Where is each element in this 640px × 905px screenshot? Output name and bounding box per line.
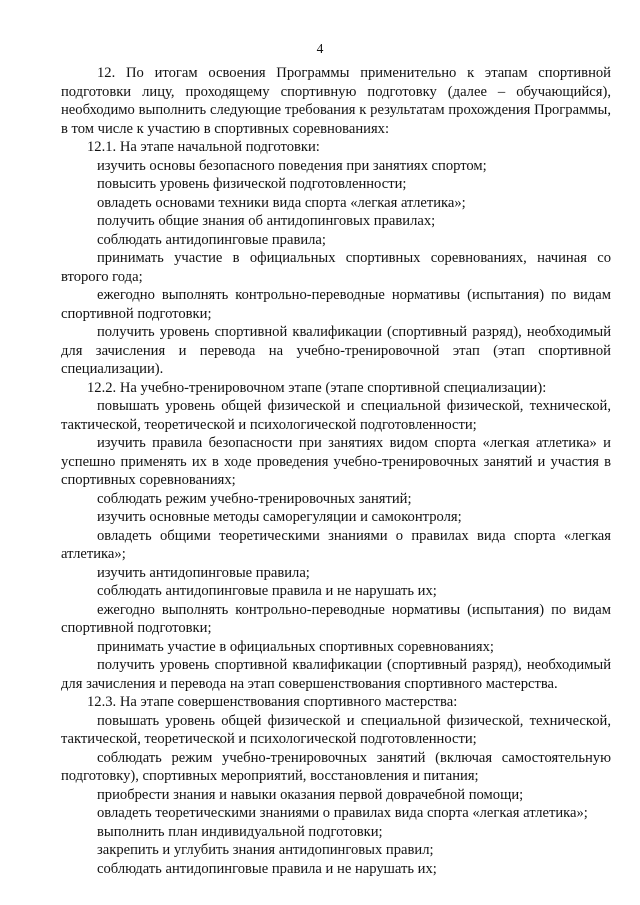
list-item: получить уровень спортивной квалификации (спортивный разряд), необходимый для зачисления и перевода на этап совершенствования спортивного мастерства. (61, 657, 611, 692)
list-item: соблюдать режим учебно-тренировочных занятий (включая самостоятельную подготовку), спортивных мероприятий, восстановления и питания; (61, 749, 611, 784)
list-item: овладеть общими теоретическими знаниями о правилах вида спорта «легкая атлетика»; (61, 527, 611, 562)
list-item: повысить уровень физической подготовленности; (97, 176, 407, 192)
list-item: ежегодно выполнять контрольно-переводные нормативы (испытания) по видам спортивной подготовки; (61, 601, 611, 636)
list-item: изучить основные методы саморегуляции и самоконтроля; (97, 509, 462, 525)
list-item: получить общие знания об антидопинговых правилах; (97, 213, 436, 229)
list-item: изучить антидопинговые правила; (97, 564, 310, 581)
list-item: повышать уровень общей физической и специальной физической, технической, тактической, теоретической и психологической подготовленности; (61, 712, 611, 747)
list-item: овладеть основами техники вида спорта «легкая атлетика»; (97, 194, 466, 211)
list-item: соблюдать режим учебно-тренировочных занятий; (97, 490, 412, 507)
list-item: принимать участие в официальных спортивных соревнованиях, начиная со второго года; (61, 250, 611, 285)
list-item: изучить основы безопасного поведения при занятиях спортом; (97, 157, 487, 174)
section-heading-12-3: 12.3. На этапе совершенствования спортивного мастерства: (87, 694, 458, 710)
page-number: 4 (316, 41, 324, 56)
list-item: изучить правила безопасности при занятиях видом спорта «легкая атлетика» и успешно применять их в ходе проведения учебно-тренировочных занятий и участия в спортивных соревнованиях; (61, 435, 611, 488)
list-item: соблюдать антидопинговые правила и не нарушать их; (97, 583, 437, 599)
section-heading-12-2: 12.2. На учебно-тренировочном этапе (этапе спортивной специализации): (87, 379, 547, 396)
list-item: получить уровень спортивной квалификации (спортивный разряд), необходимый для зачисления и перевода на учебно-тренировочной этап (этап спортивной специализации). (61, 324, 611, 377)
document-body (61, 64, 611, 878)
list-item: соблюдать антидопинговые правила и не нарушать их; (97, 860, 437, 877)
paragraph-intro: 12. По итогам освоения Программы применительно к этапам спортивной подготовки лицу, проходящему спортивную подготовку (далее – обучающийся), необходимо выполнить следующие требования к результатам прохождения Программы, в том числе к участию в спортивных соревнованиях: (61, 65, 611, 137)
list-item: овладеть теоретическими знаниями о правилах вида спорта «легкая атлетика»; (97, 805, 588, 821)
list-item: соблюдать антидопинговые правила; (97, 231, 326, 248)
list-item: ежегодно выполнять контрольно-переводные нормативы (испытания) по видам спортивной подготовки; (61, 287, 611, 322)
list-item: закрепить и углубить знания антидопинговых правил; (97, 842, 434, 858)
section-heading-12-1: 12.1. На этапе начальной подготовки: (87, 139, 320, 155)
list-item: принимать участие в официальных спортивных соревнованиях; (97, 638, 494, 655)
list-item: приобрести знания и навыки оказания первой доврачебной помощи; (97, 786, 524, 803)
list-item: повышать уровень общей физической и специальной физической, технической, тактической, теоретической и психологической подготовленности; (61, 398, 611, 433)
list-item: выполнить план индивидуальной подготовки; (97, 823, 383, 840)
